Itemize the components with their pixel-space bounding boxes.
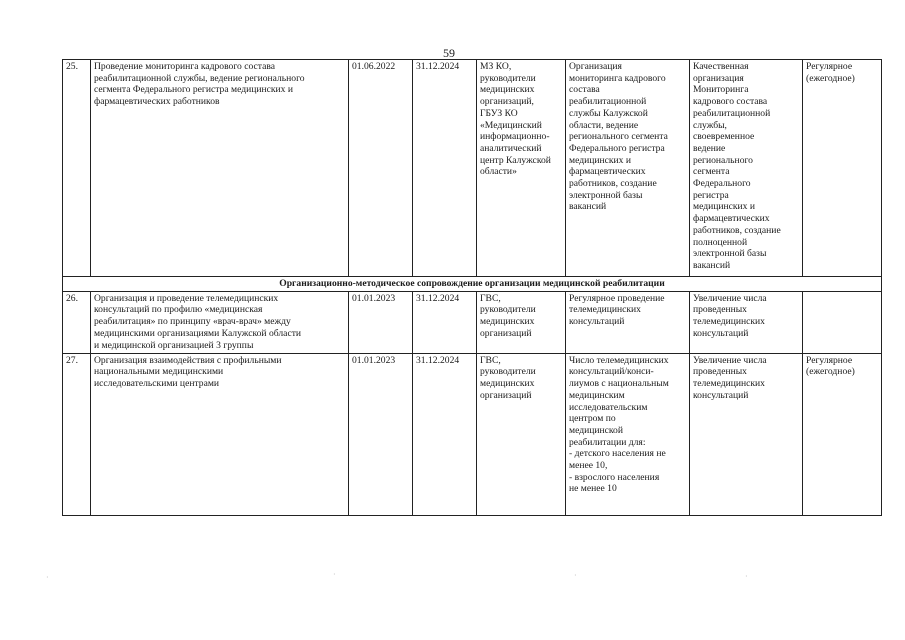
cell-line: службы, [693,119,727,131]
indicator-cell [566,353,690,515]
cell-line: кадрового состава [693,96,768,108]
start-date-cell: 01.01.2023 [349,353,413,515]
cell-line: менее 10, [569,460,608,472]
cell-line: медицинских и [693,201,756,213]
cell-line: Число телемедицинских [569,354,669,366]
cell-line: организация [693,72,744,84]
responsible-cell [477,353,566,515]
cell-line: консультаций/конси- [569,366,654,378]
cell-line: (ежегодное) [806,366,855,378]
table-row [63,353,882,515]
result-cell [690,291,803,353]
cell-line: организаций [480,327,532,339]
scan-speck: · [745,572,748,581]
row-number: 27. [63,353,91,515]
cell-line: реабилитационной службы, ведение регионального [94,72,305,84]
row-number: 26. [63,291,91,353]
cell-line: центром по [569,413,616,425]
cell-line: электронной базы [693,248,767,260]
cell-line: фармацевтических [693,213,770,225]
result-cell [690,60,803,277]
page-number: 59 [443,46,455,60]
cell-line: ГВС, [480,292,501,304]
cell-line: Организация [569,61,622,72]
cell-line: сегмента Федерального регистра медицинских и [94,84,293,96]
cell-line: медицинских [480,84,535,96]
activity-cell [91,60,349,277]
start-date-cell: 01.06.2022 [349,60,413,277]
cell-line: медицинских и [569,154,632,166]
end-date-cell: 31.12.2024 [413,60,477,277]
cell-line: центр Калужской [480,154,551,166]
end-date-cell: 31.12.2024 [413,291,477,353]
result-cell [690,353,803,515]
indicator-cell [566,291,690,353]
cell-line: регионального сегмента [569,131,668,143]
scan-speck: · [46,573,49,582]
cell-line: руководители [480,366,536,378]
cell-line: медицинским [569,389,625,401]
cell-line: ГБУЗ КО [480,107,518,119]
cell-line: реабилитационной [569,96,647,108]
scan-speck: · [333,570,336,579]
cell-line: аналитический [480,142,542,154]
cell-line: медицинской [569,424,623,436]
cell-line: «Медицинский [480,119,542,131]
cell-line: Организация взаимодействия с профильными [94,354,282,366]
scan-speck: · [574,571,577,580]
cell-line: МЗ КО, [480,61,512,72]
cell-line: области» [480,166,517,178]
cell-line: медицинских [480,316,535,328]
plan-table [62,59,882,516]
cell-line: регистра [693,189,729,201]
cell-line: Качественная [693,61,749,72]
cell-line: работников, создание [693,224,781,236]
cell-line: телемедицинских [693,378,765,390]
cell-line: лиумов с национальным [569,378,669,390]
cell-line: регионального [693,154,753,166]
cell-line: консультаций [693,327,749,339]
cell-line: реабилитационной [693,107,771,119]
cell-line: информационно- [480,131,550,143]
cell-line: Регулярное [806,61,853,72]
cell-line: Увеличение числа [693,292,767,304]
activity-cell [91,291,349,353]
cell-line: телемедицинских [693,316,765,328]
cell-line: реабилитации для: [569,436,646,448]
cell-line: Регулярное проведение [569,292,665,304]
activity-cell [91,353,349,515]
cell-line: мониторинга кадрового [569,72,666,84]
cell-line: фармацевтических [569,166,646,178]
cell-line: Увеличение числа [693,354,767,366]
cell-line: (ежегодное) [806,72,855,84]
periodicity-cell [803,291,882,353]
cell-line: полноценной [693,236,748,248]
table-row [63,60,882,277]
section-header: Организационно-методическое сопровождение организации медицинской реабилитации [63,277,882,292]
cell-line: руководители [480,304,536,316]
cell-line: медицинскими организациями Калужской области [94,327,302,339]
cell-line: медицинских [480,378,535,390]
cell-line: вакансий [693,259,731,271]
cell-line: - детского населения не [569,448,666,460]
cell-line: не менее 10 [569,483,617,495]
periodicity-cell [803,60,882,277]
cell-line: службы Калужской [569,107,648,119]
cell-line: ГВС, [480,354,501,366]
cell-line: национальными медицинскими [94,366,224,378]
cell-line: и медицинской организацией 3 группы [94,339,254,351]
cell-line: Регулярное [806,354,853,366]
cell-line: работников, создание [569,178,657,190]
cell-line: проведенных [693,366,747,378]
cell-line: электронной базы [569,189,643,201]
cell-line: области, ведение [569,119,639,131]
section-row [63,277,882,292]
cell-line: Федерального регистра [569,142,665,154]
cell-line: Федерального [693,178,751,190]
cell-line: реабилитация» по принципу «врач-врач» между [94,316,291,328]
cell-line: организаций, [480,96,534,108]
end-date-cell: 31.12.2024 [413,353,477,515]
cell-line: ведение [693,142,726,154]
start-date-cell: 01.01.2023 [349,291,413,353]
cell-line: сегмента [693,166,730,178]
cell-line: консультаций [569,316,625,328]
cell-line: консультаций [693,389,749,401]
cell-line: состава [569,84,600,96]
cell-line: Проведение мониторинга кадрового состава [94,61,276,72]
indicator-cell [566,60,690,277]
cell-line: вакансий [569,201,607,213]
periodicity-cell [803,353,882,515]
cell-line: своевременное [693,131,755,143]
cell-line: организаций [480,389,532,401]
responsible-cell [477,60,566,277]
cell-line: фармацевтических работников [94,96,220,108]
cell-line: консультаций по профилю «медицинская [94,304,263,316]
responsible-cell [477,291,566,353]
row-number: 25. [63,60,91,277]
cell-line: руководители [480,72,536,84]
cell-line: исследовательскими центрами [94,378,220,390]
cell-line: телемедицинских [569,304,641,316]
cell-line: Организация и проведение телемедицинских [94,292,279,304]
cell-line: исследовательским [569,401,648,413]
cell-line: - взрослого населения [569,471,660,483]
table-row [63,291,882,353]
cell-line: проведенных [693,304,747,316]
cell-line: Мониторинга [693,84,749,96]
